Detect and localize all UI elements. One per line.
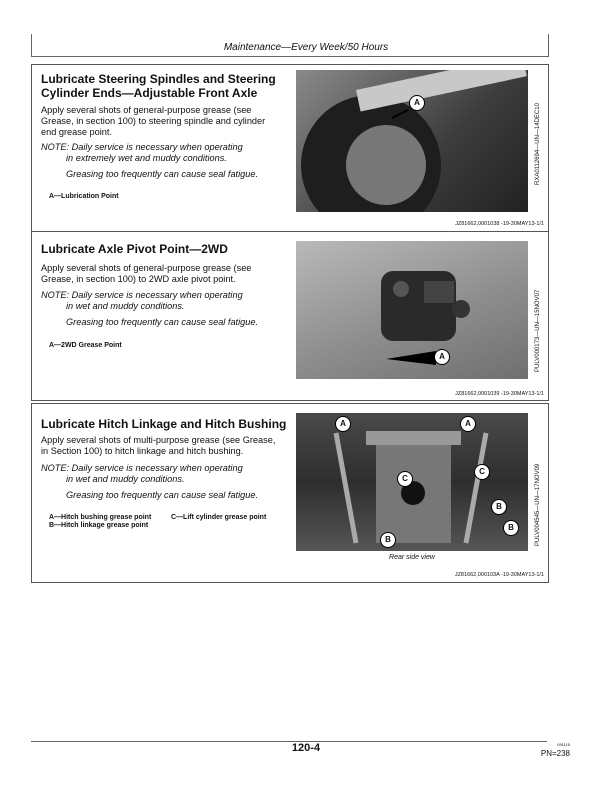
- callout-b: B: [491, 499, 507, 515]
- body-text: Apply several shots of general-purpose grease (see: [41, 263, 252, 273]
- callout-c: C: [474, 464, 490, 480]
- reference-code: JZ81662,0001038 -19-30MAY13-1/1: [455, 221, 544, 227]
- body-text: Apply several shots of general-purpose grease (see: [41, 105, 252, 115]
- section-hitch-linkage: [31, 403, 549, 583]
- legend: B—Hitch linkage grease point: [49, 522, 149, 529]
- callout-a: A: [460, 416, 476, 432]
- section-axle-pivot: [31, 231, 549, 401]
- reference-code: JZ81662,0001039 -19-30MAY13-1/1: [455, 391, 544, 397]
- note-text: in wet and muddy conditions.: [66, 301, 185, 311]
- pn-number: PN=238: [540, 749, 570, 758]
- callout-a: A: [434, 349, 450, 365]
- steering-spindle-photo: [296, 70, 528, 212]
- axle-pivot-photo: [296, 241, 528, 379]
- callout-c: C: [397, 471, 413, 487]
- note-text: NOTE: Daily service is necessary when operating: [41, 290, 243, 300]
- section-title: Lubricate Hitch Linkage and Hitch Bushing: [41, 417, 287, 431]
- note-text: Greasing too frequently can cause seal fatigue.: [66, 490, 259, 500]
- body-text: Grease, in section 100) to 2WD axle pivot point.: [41, 274, 236, 284]
- legend: A—Hitch bushing grease point: [49, 514, 152, 521]
- page-number: 120-4: [291, 742, 321, 754]
- figure-code: PULV000173—UN—15NOV07: [535, 289, 541, 372]
- note-text: NOTE: Daily service is necessary when operating: [41, 463, 243, 473]
- legend: C—Lift cylinder grease point: [171, 514, 267, 521]
- section-title: Lubricate Steering Spindles and Steering: [41, 72, 276, 86]
- callout-b: B: [380, 532, 396, 548]
- page-header: Maintenance—Every Week/50 Hours: [223, 42, 389, 53]
- callout-a: A: [335, 416, 351, 432]
- legend: A—2WD Grease Point: [49, 342, 122, 349]
- hitch-linkage-photo: [296, 413, 528, 551]
- note-text: Greasing too frequently can cause seal fatigue.: [66, 317, 259, 327]
- callout-a: A: [409, 95, 425, 111]
- footer-code: 091115: [557, 742, 570, 747]
- callout-b: B: [503, 520, 519, 536]
- section-title: Cylinder Ends—Adjustable Front Axle: [41, 86, 258, 100]
- section-title: Lubricate Axle Pivot Point—2WD: [41, 242, 228, 256]
- note-text: in extremely wet and muddy conditions.: [66, 153, 227, 163]
- section-steering-spindles: [31, 64, 549, 232]
- body-text: end grease point.: [41, 127, 113, 137]
- figure-code: PULV004545—UN—17NOV09: [535, 463, 541, 546]
- note-text: in wet and muddy conditions.: [66, 474, 185, 484]
- photo-caption: Rear side view: [389, 554, 435, 561]
- reference-code: JZ81662,000103A -19-30MAY13-1/1: [454, 572, 544, 578]
- body-text: Grease, in section 100) to steering spindle and cylinder: [41, 116, 266, 126]
- note-text: Greasing too frequently can cause seal fatigue.: [66, 169, 259, 179]
- note-text: NOTE: Daily service is necessary when operating: [41, 142, 243, 152]
- body-text: in Section 100) to hitch linkage and hitch bushing.: [41, 446, 244, 456]
- body-text: Apply several shots of multi-purpose grease (see Grease,: [41, 435, 276, 445]
- figure-code: RXA0112694—UN—14DEC10: [535, 103, 541, 185]
- legend: A—Lubrication Point: [49, 193, 119, 200]
